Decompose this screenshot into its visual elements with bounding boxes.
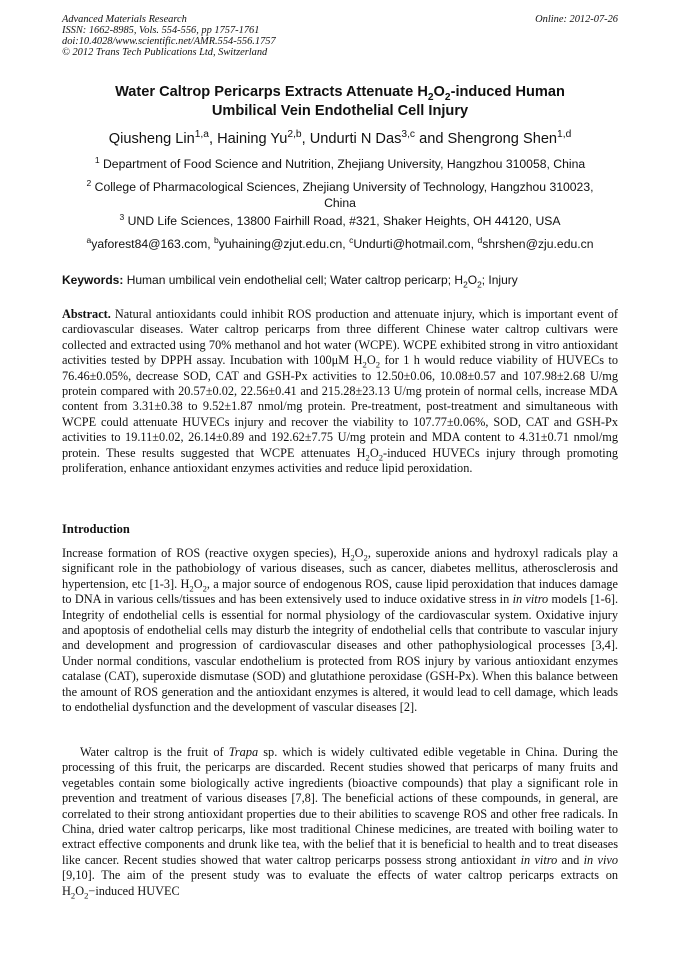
affiliation-text: China — [324, 195, 356, 210]
subscript: 2 — [189, 583, 194, 594]
author-name: Haining Yu — [217, 131, 288, 147]
author-affiliation: 1,d — [557, 129, 572, 141]
keywords-subscript: 2 — [477, 279, 482, 290]
author-separator: and — [415, 131, 448, 147]
abstract — [62, 307, 618, 476]
body-text: , a major source of endogenous ROS, cause lipid peroxidation that induces damage to DNA in various cells/tissues and has been extensively used to induce oxidative stress in — [62, 576, 619, 607]
affiliation-2 — [62, 177, 618, 211]
email-marker: b — [214, 234, 219, 245]
italic-text: in vitro — [520, 852, 558, 867]
subscript: 2 — [202, 583, 207, 594]
abstract-text: O — [366, 353, 376, 368]
body-text: and — [557, 852, 584, 867]
body-text: models [1-6]. Integrity of endothelial cells is essential for normal physiology of the cardiovascular system. Oxidative injury and apoptosis of endothelial cells may disturb the integrity of endothelial cells that contribute to vascular injury and development and progression of cardiovascular diseases and other pathophysiological processes [3,4]. Under normal conditions, vascular endothelium is protected from ROS injury by various antioxidant enzymes catalase (CAT), superoxide dismutase (SOD) and glutathione peroxidase (GSH-Px). When this balance between the amount of ROS generation and the antioxidant enzymes is altered, it would lead to cell damage, which leads to endothelial dysfunction and the development of vascular diseases [2]. — [62, 592, 619, 715]
online-date: Online: 2012-07-26 — [535, 14, 618, 25]
doi: doi:10.4028/www.scientific.net/AMR.554-556.1757 — [62, 36, 276, 47]
email-marker: a — [86, 234, 92, 245]
italic-text: Trapa — [228, 745, 259, 759]
body-text: −induced HUVEC — [88, 883, 180, 898]
subscript: 2 — [365, 452, 370, 463]
introduction-paragraph-1 — [62, 546, 618, 715]
email-marker: d — [477, 234, 483, 245]
subscript: 2 — [362, 359, 367, 370]
affiliation-text: Department of Food Science and Nutrition, Zhejiang University, Hangzhou 310058, China — [103, 157, 586, 171]
title-text: O — [433, 84, 445, 100]
abstract-text: for 1 h would reduce viability of HUVECs to 76.46±0.05%, decrease SOD, CAT and GSH-Px activities to 12.50±0.06, 10.08±0.57 and 107.98±2.68 U/mg protein compared with 20.57±0.02, 22.56±0.41 and 215.28±23.13 U/mg protein of normal cells, increase MDA content from 3.31±0.38 to 9.52±1.87 nmol/mg protein. Pre-treatment, post-treatment and simultaneous with WCPE could attenuate HUVECs injury and recover the viability to 107.77±0.06%, SOD, CAT and GSH-Px activities to 19.11±0.02, 26.14±0.89 and 192.62±7.75 U/mg protein and MDA content to 4.31±0.71 nmol/mg protein. These results suggested that WCPE attenuates H — [62, 353, 618, 460]
author-name: Undurti N Das — [309, 131, 402, 147]
title-text: Water Caltrop Pericarps Extracts Attenuate H — [115, 84, 428, 100]
author-separator: , — [208, 131, 218, 147]
issn: ISSN: 1662-8985, Vols. 554-556, pp 1757-1761 — [62, 25, 260, 36]
email: Undurti@hotmail.com, — [353, 237, 478, 251]
subscript: 2 — [375, 359, 381, 370]
email: yuhaining@zjut.edu.cn, — [218, 237, 350, 251]
email: yaforest84@163.com, — [91, 237, 215, 251]
affiliation-number: 2 — [86, 177, 92, 188]
author-name: Qiusheng Lin — [108, 131, 195, 147]
body-text: O — [354, 546, 364, 560]
affiliation-1 — [62, 154, 618, 173]
italic-text: in vitro — [512, 592, 549, 607]
affiliation-3 — [62, 211, 618, 230]
body-text: [9,10]. The aim of the present study was to evaluate the effects of water caltrop pericarps extracts on H — [62, 868, 618, 898]
abstract-label: Abstract. — [62, 307, 111, 321]
body-text: , superoxide anions and hydroxyl radicals play a significant role in the pathobiology of various diseases, such as cancer, diabetes mellitus, atherosclerosis and hypertension, etc [1-3]. H — [62, 546, 618, 591]
author-affiliation: 1,a — [194, 129, 209, 141]
body-text: O — [75, 883, 85, 898]
journal-name: Advanced Materials Research — [62, 14, 187, 25]
title-text: -induced Human — [450, 84, 565, 100]
keywords-text: O — [467, 273, 478, 287]
abstract-text: Natural antioxidants could inhibit ROS production and attenuate injury, which is important event of cardiovascular diseases. Water caltrop pericarps from three different Chinese water caltrop cultivars were collected and extracted using 70% methanol and hot water (WCPE). WCPE exhibited strong in vitro antioxidant activities tested by DPPH assay. Incubation with 100μM H — [62, 307, 618, 368]
body-text: O — [193, 576, 203, 591]
author-separator: , — [301, 131, 310, 147]
section-heading-introduction: Introduction — [62, 522, 130, 536]
author-affiliation: 2,b — [287, 129, 302, 141]
subscript: 2 — [363, 552, 368, 563]
keywords — [62, 273, 618, 290]
author-affiliation: 3,c — [401, 129, 416, 141]
abstract-text: -induced HUVECs injury through promoting proliferation, enhance antioxidant enzymes activities and reduce lipid peroxidation. — [62, 445, 618, 476]
journal-header — [62, 14, 618, 58]
paper-title — [62, 83, 618, 121]
affiliation-text: College of Pharmacological Sciences, Zhejiang University of Technology, Hangzhou 310023, — [94, 180, 594, 194]
title-subscript: 2 — [427, 91, 434, 103]
subscript: 2 — [70, 890, 76, 901]
keywords-text: Human umbilical vein endothelial cell; Water caltrop pericarp; H — [123, 273, 464, 287]
body-text: Water caltrop is the fruit of — [80, 745, 229, 759]
email-list — [62, 234, 618, 253]
email: shrshen@zju.edu.cn — [482, 237, 594, 251]
subscript: 2 — [350, 552, 355, 563]
italic-text: in vivo — [583, 852, 618, 867]
affiliation-number: 3 — [119, 211, 125, 222]
abstract-text: O — [369, 445, 379, 460]
body-text: sp. which is widely cultivated edible vegetable in China. During the processing of this fruit, the pericarps are discarded. Recent studies showed that pericarps of many fruits and vegetables contain some biologically active ingredients (bioactive compounds) that play a significant role in prevention and treatment of various diseases [7,8]. The beneficial actions of these compounds, in general, are correlated to their strong antioxidant properties due to their abilities to scavenge ROS and other free radicals. In China, dried water caltrop pericarps, like most traditional Chinese medicines, are treated with boiling water to extract effective components and drunk like tea, with the belief that it is beneficial to health and to treat diseases like cancer. Recent studies showed that water caltrop pericarps possess strong antioxidant — [62, 745, 618, 867]
keywords-subscript: 2 — [463, 279, 468, 290]
subscript: 2 — [378, 452, 384, 463]
keywords-label: Keywords: — [62, 273, 124, 287]
author-name: Shengrong Shen — [447, 131, 558, 147]
title-subscript: 2 — [444, 91, 451, 103]
introduction-paragraph-2 — [62, 745, 618, 899]
keywords-text: ; Injury — [481, 273, 518, 287]
subscript: 2 — [84, 890, 89, 901]
body-text: Increase formation of ROS (reactive oxygen species), H — [62, 546, 351, 560]
title-line-2: Umbilical Vein Endothelial Cell Injury — [211, 103, 469, 119]
affiliation-text: UND Life Sciences, 13800 Fairhill Road, #321, Shaker Heights, OH 44120, USA — [127, 214, 561, 228]
copyright: © 2012 Trans Tech Publications Ltd, Switzerland — [62, 47, 268, 58]
email-marker: c — [349, 234, 354, 245]
author-list — [62, 131, 618, 147]
affiliation-number: 1 — [94, 154, 100, 165]
